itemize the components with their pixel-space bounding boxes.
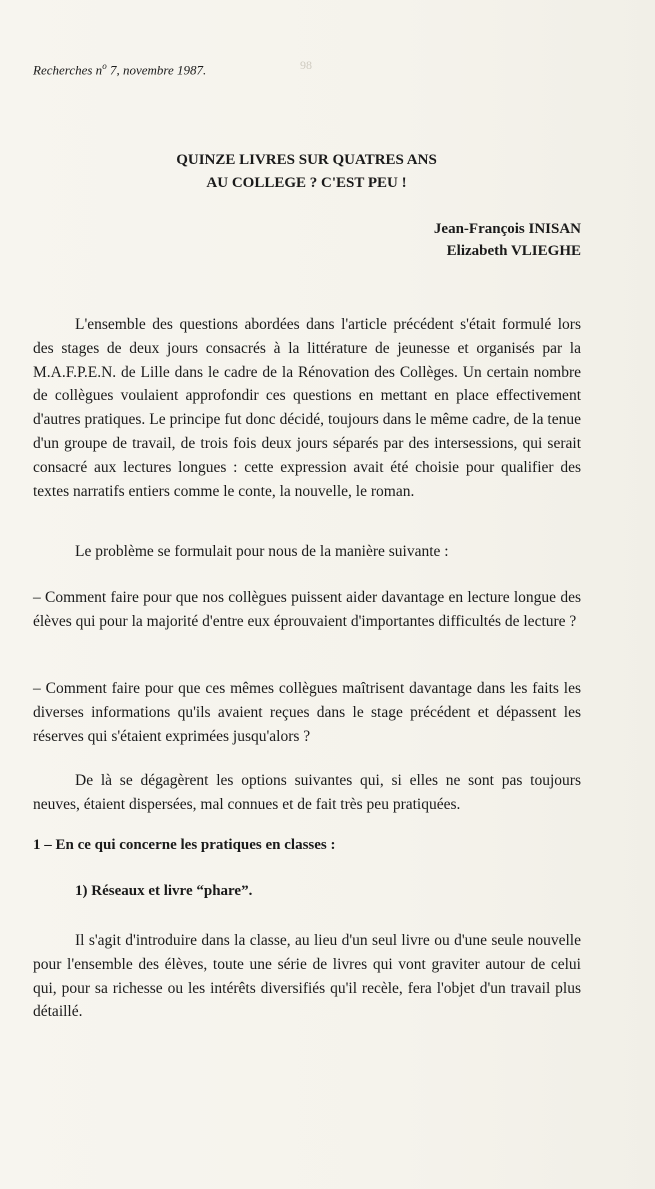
section-heading: 1 – En ce qui concerne les pratiques en classes : <box>33 837 336 853</box>
bleed-through-page-number: 98 <box>300 58 312 72</box>
article-title-line-1: QUINZE LIVRES SUR QUATRES ANS <box>176 152 437 168</box>
body-paragraph-4: – Comment faire pour que ces mêmes collègues maîtrisent davantage dans les faits les diverses informations qu'ils avaient reçues dans le stage précédent et dépassent les réserves qui s'étaient exprimées jusqu'alors ? <box>33 680 581 745</box>
subsection-heading: 1) Réseaux et livre “phare”. <box>75 883 253 899</box>
article-title-line-2: AU COLLEGE ? C'EST PEU ! <box>206 175 407 191</box>
running-head <box>33 61 206 78</box>
body-paragraph-6: Il s'agit d'introduire dans la classe, au lieu d'un seul livre ou d'une seule nouvelle pour l'ensemble des élèves, toute une série de livres qui vont graviter autour de celui qui, pour sa richesse ou les intérêts diversifiés qu'il recèle, fera l'objet d'un travail plus détaillé. <box>33 932 581 1021</box>
body-paragraph-2: Le problème se formulait pour nous de la manière suivante : <box>75 543 449 560</box>
running-head-suffix: 7, novembre 1987. <box>106 62 207 78</box>
body-paragraph-1: L'ensemble des questions abordées dans l'article précédent s'était formulé lors des stages de deux jours consacrés à la littérature de jeunesse et organisés par la M.A.F.P.E.N. de Lille dans le cadre de la Rénovation des Collèges. Un certain nombre de collègues voulaient approfondir ces questions en mettant en place effectivement d'autres pratiques. Le principe fut donc décidé, toujours dans le même cadre, de la tenue d'un groupe de travail, de trois fois deux jours séparés par des intersessions, qui serait consacré aux lectures longues : cette expression avait été choisie pour qualifier des textes narratifs entiers comme le conte, la nouvelle, le roman. <box>33 316 581 500</box>
author-name-1: Jean-François INISAN <box>433 221 581 237</box>
running-head-prefix: Recherches n <box>33 62 103 78</box>
body-paragraph-5: De là se dégagèrent les options suivantes qui, si elles ne sont pas toujours neuves, étaient dispersées, mal connues et de fait très peu pratiquées. <box>33 772 581 813</box>
running-head-superscript: o <box>102 61 107 71</box>
body-paragraph-3: – Comment faire pour que nos collègues puissent aider davantage en lecture longue des élèves qui pour la majorité d'entre eux éprouvaient d'importantes difficultés de lecture ? <box>33 589 581 630</box>
author-name-2: Elizabeth VLIEGHE <box>446 243 581 259</box>
